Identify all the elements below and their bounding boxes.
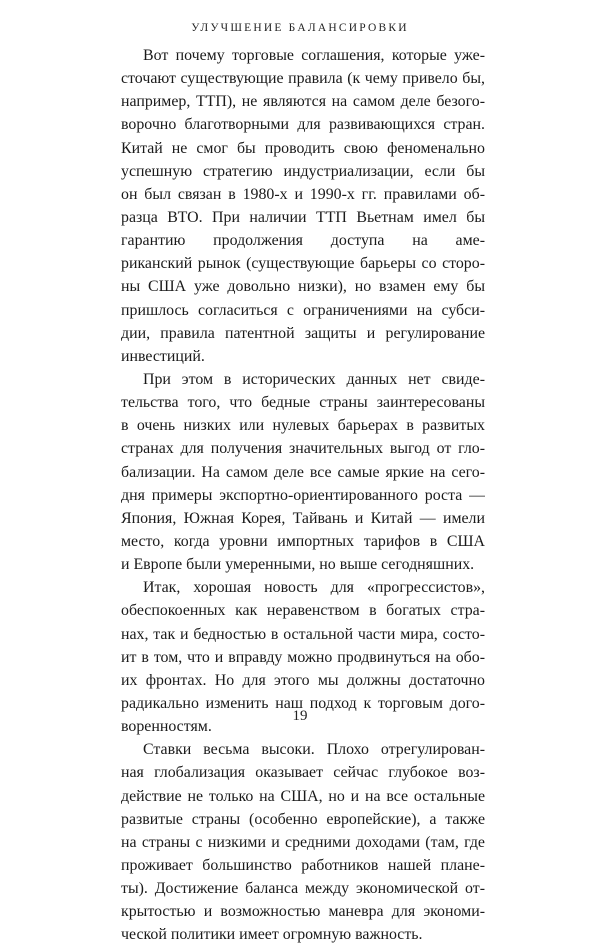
- text-line: дии, правила патентной защиты и регулирование: [121, 324, 485, 342]
- text-line: ит в том, что и вправду можно продвинуться на обо-: [121, 648, 485, 666]
- text-line: гарантию продолжения доступа на аме-: [121, 232, 485, 250]
- text-line: место, когда уровни импортных тарифов в США: [121, 532, 485, 550]
- text-line: развитые страны (особенно европейские), а также: [121, 810, 485, 828]
- text-line: тельства того, что бедные страны заинтересованы: [121, 394, 485, 412]
- text-line: воренностям.: [121, 718, 212, 736]
- body-text: [121, 44, 485, 946]
- text-line: бализации. На самом деле все самые яркие на сего-: [121, 463, 485, 481]
- paragraph: [121, 368, 485, 576]
- text-line: При этом в исторических данных нет свиде-: [143, 370, 485, 388]
- text-line: проживает большинство работников нашей плане-: [121, 856, 485, 874]
- text-line: успешную стратегию индустриализации, если бы: [121, 162, 485, 180]
- paragraph: [121, 44, 485, 368]
- text-line: и Европе были умеренными, но выше сегодняшних.: [121, 556, 475, 574]
- text-line: сточают существующие правила (к чему привело бы,: [121, 70, 485, 88]
- text-line: радикально изменить наш подход к торговым дого-: [121, 694, 485, 712]
- text-line: ты). Достижение баланса между экономической от-: [121, 880, 485, 898]
- text-line: Итак, хорошая новость для «прогрессистов»,: [143, 579, 485, 597]
- text-line: крытостью и возможностью маневра для экономи-: [121, 903, 485, 921]
- text-line: Вот почему торговые соглашения, которые уже-: [143, 47, 485, 64]
- text-line: ворочно благотворными для развивающихся стран.: [121, 116, 485, 134]
- text-line: пришлось согласиться с ограничениями на субси-: [121, 301, 485, 319]
- text-line: риканский рынок (существующие барьеры со сторо-: [121, 255, 485, 273]
- text-line: нах, так и бедностью в остальной части мира, состо-: [121, 625, 485, 643]
- text-line: обеспокоенных как неравенством в богатых стра-: [121, 602, 485, 620]
- text-line: ческой политики имеет огромную важность.: [121, 926, 423, 944]
- text-line: он был связан в 1980-х и 1990-х гг. правилами об-: [121, 185, 485, 203]
- running-head: УЛУЧШЕНИЕ БАЛАНСИРОВКИ: [191, 22, 409, 34]
- text-line: дня примеры экспортно-ориентированного роста —: [121, 486, 485, 504]
- text-line: в очень низких или нулевых барьерах в развитых: [121, 417, 485, 435]
- paragraph: [121, 738, 485, 946]
- text-line: разца ВТО. При наличии ТТП Вьетнам имел бы: [121, 208, 485, 226]
- text-line: ная глобализация оказывает сейчас глубокое воз-: [121, 764, 485, 782]
- text-line: на страны с низкими и средними доходами (там, где: [121, 833, 485, 851]
- text-line: Япония, Южная Корея, Тайвань и Китай — имели: [121, 509, 485, 527]
- text-line: странах для получения значительных выгод от гло-: [121, 440, 485, 458]
- page-number: 19: [292, 708, 308, 724]
- text-line: ны США уже довольно низки), но взамен ему бы: [121, 278, 485, 296]
- text-line: Ставки весьма высоки. Плохо отрегулирован-: [143, 741, 485, 759]
- text-line: инвестиций.: [121, 347, 205, 365]
- text-line: Китай не смог бы проводить свою феноменально: [121, 139, 485, 157]
- text-line: например, ТТП), не являются на самом деле безого-: [121, 93, 485, 111]
- text-line: их фронтах. Но для этого мы должны достаточно: [121, 671, 485, 689]
- text-line: действие не только на США, но и на все остальные: [121, 787, 485, 805]
